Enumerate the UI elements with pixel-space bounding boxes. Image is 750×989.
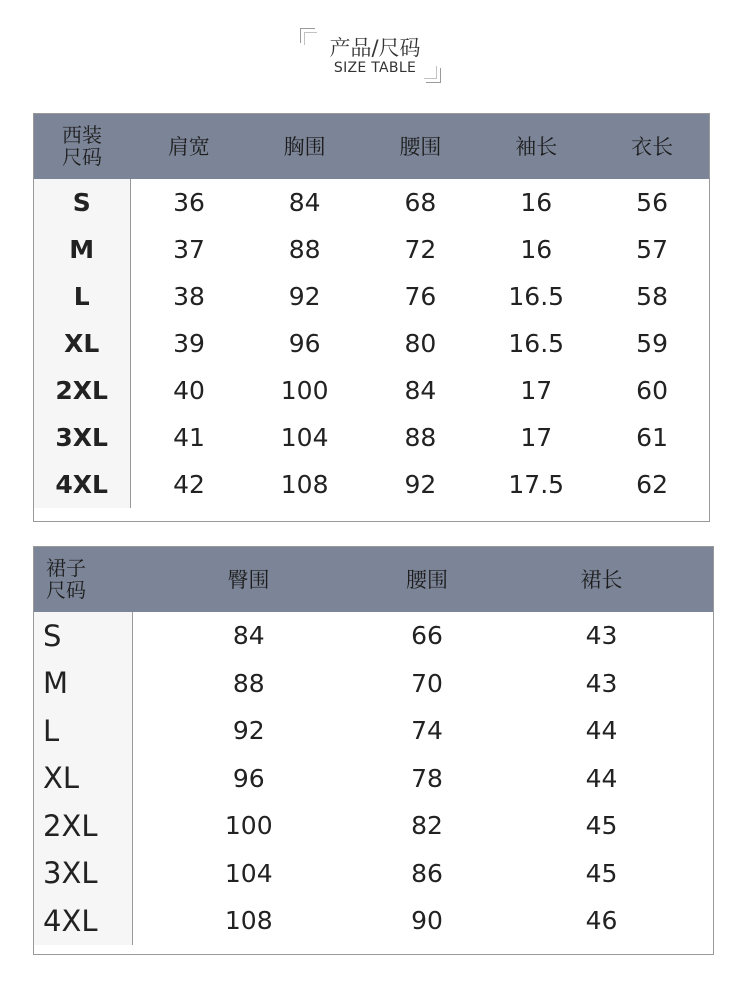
cell-value: 58 xyxy=(636,282,668,311)
table-row xyxy=(33,273,710,320)
suit-col-chest: 胸围 xyxy=(247,113,363,179)
size-label: XL xyxy=(33,755,132,803)
cell-value: 74 xyxy=(411,716,443,746)
table-row xyxy=(33,660,714,708)
cell-value: 43 xyxy=(585,668,618,698)
cell-value: 43 xyxy=(585,621,618,651)
cell-value: 17 xyxy=(520,376,553,405)
cell-value: 42 xyxy=(173,470,205,499)
cell-value: 100 xyxy=(224,811,273,841)
cell-value: 44 xyxy=(585,716,618,746)
cell-value: 17.5 xyxy=(508,470,565,499)
cell-value: 86 xyxy=(411,858,443,888)
cell-value: 84 xyxy=(288,188,321,217)
table-row xyxy=(33,226,710,273)
size-label: 4XL xyxy=(33,461,131,508)
suit-corner-line2: 尺码 xyxy=(61,145,102,169)
suit-corner-cell xyxy=(33,113,131,179)
skirt-corner-cell xyxy=(33,546,132,612)
cell-value: 82 xyxy=(411,811,443,841)
title-english: SIZE TABLE xyxy=(333,60,417,76)
size-label: S xyxy=(33,612,132,660)
cell-value: 108 xyxy=(280,470,329,499)
size-label: M xyxy=(33,226,131,273)
size-label: 2XL xyxy=(33,802,132,850)
skirt-col-hip: 臀围 xyxy=(132,546,365,612)
cell-value: 41 xyxy=(173,423,205,452)
cell-value: 56 xyxy=(636,188,668,217)
cell-value: 96 xyxy=(232,763,265,793)
suit-col-waist: 腰围 xyxy=(363,113,479,179)
cell-value: 68 xyxy=(404,188,437,217)
cell-value: 70 xyxy=(411,668,443,698)
skirt-corner-line1: 裙子 xyxy=(46,556,86,580)
skirt-header-row xyxy=(33,546,714,612)
size-label: S xyxy=(33,179,131,226)
cell-value: 39 xyxy=(173,329,205,358)
cell-value: 84 xyxy=(232,621,265,651)
cell-value: 62 xyxy=(636,470,668,499)
cell-value: 46 xyxy=(585,906,618,936)
cell-value: 92 xyxy=(232,716,265,746)
table-row xyxy=(33,414,710,461)
cell-value: 84 xyxy=(404,376,437,405)
cell-value: 80 xyxy=(404,329,437,358)
cell-value: 76 xyxy=(404,282,437,311)
skirt-col-waist: 腰围 xyxy=(365,546,489,612)
size-label: 3XL xyxy=(33,850,132,898)
cell-value: 88 xyxy=(404,423,437,452)
table-row xyxy=(33,850,714,898)
table-row xyxy=(33,802,714,850)
cell-value: 108 xyxy=(224,906,273,936)
cell-value: 36 xyxy=(173,188,205,217)
cell-value: 61 xyxy=(636,423,668,452)
cell-value: 72 xyxy=(404,235,437,264)
size-label: 4XL xyxy=(33,897,132,945)
cell-value: 37 xyxy=(173,235,205,264)
size-table-title xyxy=(0,28,750,88)
size-label: M xyxy=(33,660,132,708)
suit-col-shoulder: 肩宽 xyxy=(131,113,247,179)
table-row xyxy=(33,320,710,367)
table-row xyxy=(33,461,710,508)
cell-value: 57 xyxy=(636,235,668,264)
size-label: L xyxy=(33,707,132,755)
cell-value: 16.5 xyxy=(508,329,565,358)
skirt-corner-line2: 尺码 xyxy=(46,578,86,602)
cell-value: 96 xyxy=(288,329,321,358)
suit-size-table xyxy=(33,113,710,508)
cell-value: 90 xyxy=(411,906,443,936)
cell-value: 45 xyxy=(585,811,618,841)
cell-value: 60 xyxy=(636,376,668,405)
corner-bracket-bottom-right xyxy=(426,68,441,83)
table-row xyxy=(33,179,710,226)
cell-value: 104 xyxy=(280,423,329,452)
skirt-col-length: 裙长 xyxy=(489,546,714,612)
cell-value: 92 xyxy=(404,470,437,499)
title-chinese: 产品/尺码 xyxy=(329,36,421,60)
table-row xyxy=(33,755,714,803)
cell-value: 100 xyxy=(280,376,329,405)
table-row xyxy=(33,367,710,414)
size-label: 2XL xyxy=(33,367,131,414)
cell-value: 45 xyxy=(585,858,618,888)
table-row xyxy=(33,897,714,945)
cell-value: 44 xyxy=(585,763,618,793)
suit-header-row xyxy=(33,113,710,179)
cell-value: 16 xyxy=(520,235,553,264)
cell-value: 59 xyxy=(636,329,668,358)
cell-value: 88 xyxy=(232,668,265,698)
cell-value: 40 xyxy=(173,376,205,405)
suit-col-sleeve: 袖长 xyxy=(478,113,594,179)
cell-value: 92 xyxy=(288,282,321,311)
suit-col-length: 衣长 xyxy=(594,113,710,179)
cell-value: 104 xyxy=(224,858,273,888)
cell-value: 88 xyxy=(288,235,321,264)
table-row xyxy=(33,612,714,660)
cell-value: 16 xyxy=(520,188,553,217)
cell-value: 16.5 xyxy=(508,282,565,311)
cell-value: 38 xyxy=(173,282,205,311)
table-row xyxy=(33,707,714,755)
skirt-size-table xyxy=(33,546,714,945)
suit-corner-line1: 西装 xyxy=(61,123,102,147)
cell-value: 78 xyxy=(411,763,443,793)
cell-value: 66 xyxy=(411,621,443,651)
cell-value: 17 xyxy=(520,423,553,452)
size-label: XL xyxy=(33,320,131,367)
size-label: 3XL xyxy=(33,414,131,461)
size-label: L xyxy=(33,273,131,320)
